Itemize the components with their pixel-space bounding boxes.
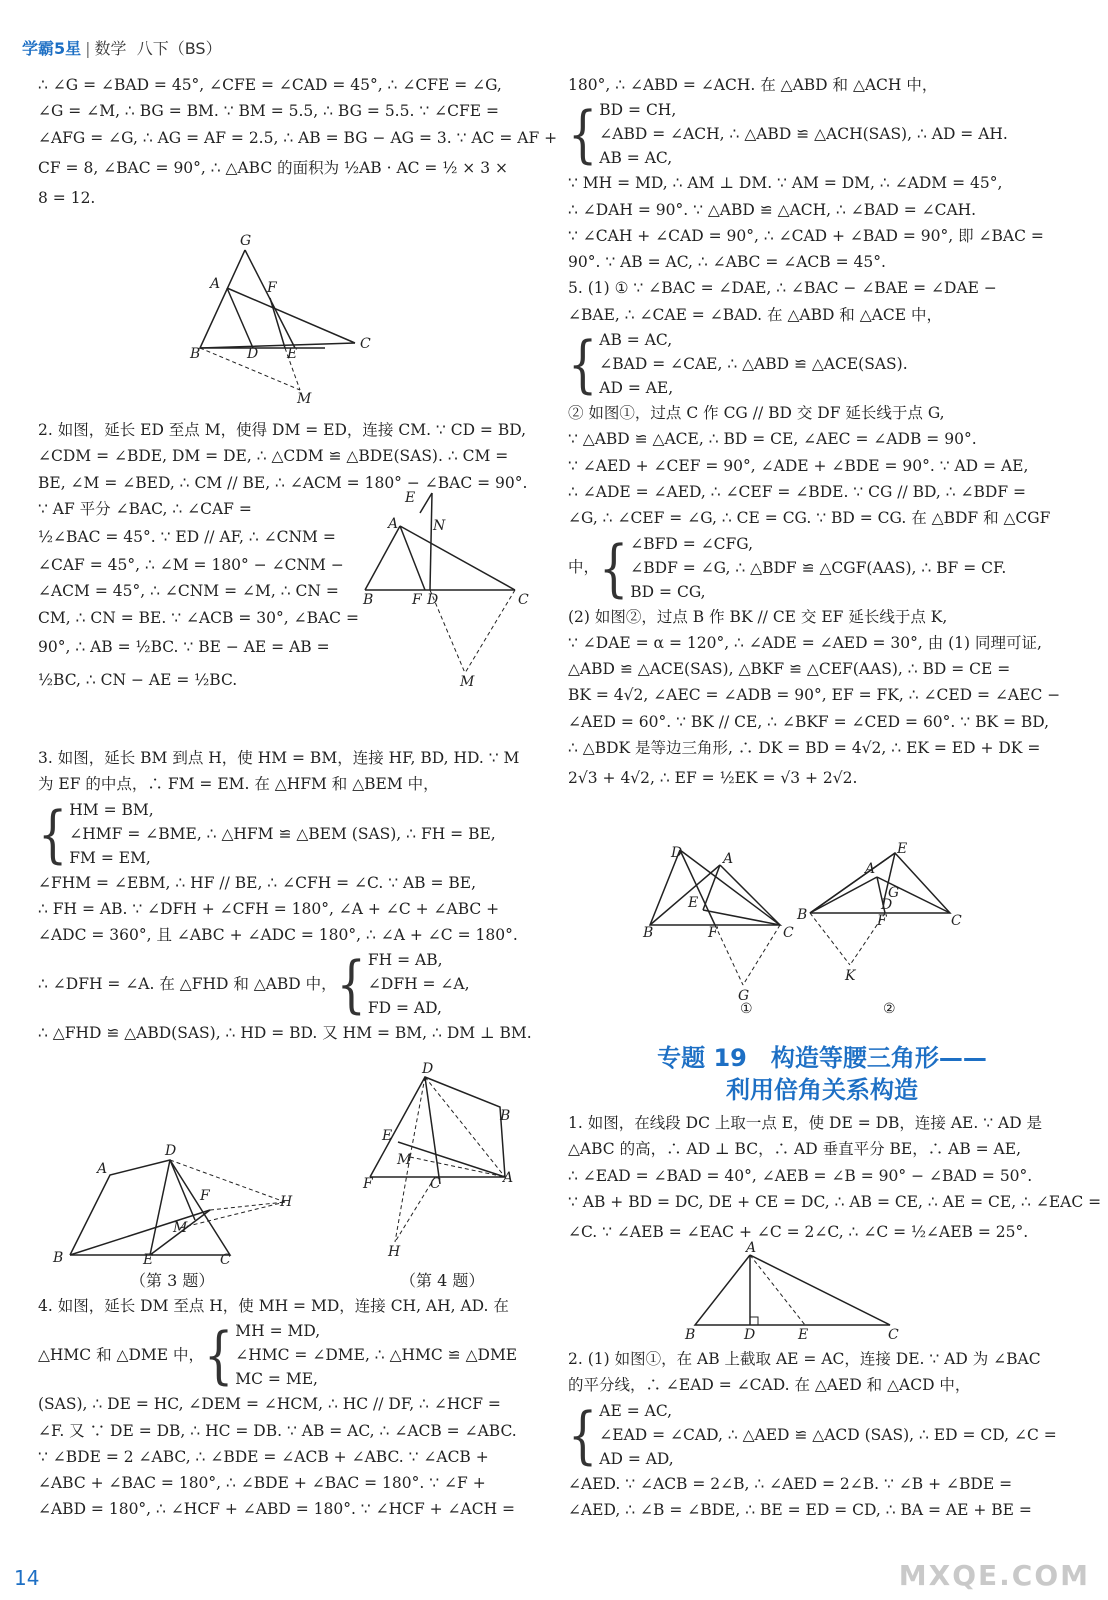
fig4-label: B [500, 1108, 511, 1124]
text-line: 90°, ∴ AB = ½BC. ∵ BE − AE = AB = [38, 638, 330, 657]
fig2-label: D [427, 592, 439, 608]
page-header: 学霸5星 | 数学 八下（BS） [22, 39, 222, 58]
text-line: ∠BAD = ∠CAE, ∴ △ABD ≌ △ACE(SAS). [599, 355, 908, 374]
text-line: ∠FHM = ∠EBM, ∴ HF // BE, ∴ ∠CFH = ∠C. ∵ AB = BE, [38, 873, 477, 892]
text-line: FM = EM, [69, 848, 151, 867]
text-line: 4. 如图，延长 DM 至点 H，使 MH = MD，连接 CH, AH, AD. 在 [38, 1297, 509, 1315]
text-line: (SAS), ∴ DE = HC, ∠DEM = ∠HCM, ∴ HC // DF, ∴ ∠HCF = [38, 1395, 501, 1414]
text-line: ∠G, ∴ ∠CEF = ∠G, ∴ CE = CG. ∵ BD = CG. 在 △BDF 和 △CGF [568, 509, 1051, 528]
figure-topic-1 [680, 1240, 920, 1345]
text-line: MH = MD, [235, 1322, 321, 1341]
right-column [568, 72, 1076, 795]
fig5a-label: C [783, 925, 794, 941]
fig3-label: H [280, 1194, 293, 1210]
fig1-label: D [247, 346, 259, 362]
fig5a-label: A [723, 851, 734, 867]
text-line: ∠F. 又 ∵ DE = DB, ∴ HC = DB. ∵ AB = AC, ∴ ∠ACB = ∠ABC. [38, 1421, 517, 1440]
text-line: ∴ ∠EAD = ∠BAD = 40°, ∠AEB = ∠B = 90° − ∠BAD = 50°. [568, 1166, 1033, 1185]
fig6-label: B [685, 1327, 696, 1343]
text-line: ∵ AF 平分 ∠BAC, ∴ ∠CAF = [38, 499, 252, 518]
fig5a-label: D [671, 845, 683, 861]
fig1-label: C [360, 336, 371, 352]
fig1-label: B [190, 346, 201, 362]
fig5b-label: C [951, 913, 962, 929]
text-line: ∠AED. ∵ ∠ACB = 2∠B, ∴ ∠AED = 2∠B. ∵ ∠B + ∠BDE = [568, 1474, 1013, 1493]
figure-5-1 [643, 845, 808, 1017]
fig5b-label: G [888, 885, 900, 901]
fig2-label: N [433, 518, 446, 534]
text-line: ∠ABC + ∠BAC = 180°, ∴ ∠BDE + ∠BAC = 180°. ∵ ∠F + [38, 1474, 486, 1493]
text-line: ∠AED = 60°. ∵ BK // CE, ∴ ∠BKF = ∠CED = 60°. ∵ BK = BD, [568, 712, 1050, 731]
equation-system [568, 1399, 1076, 1471]
text-line: BE, ∠M = ∠BED, ∴ CM // BE, ∴ ∠ACM = 180° − ∠BAC = 90°. [38, 473, 528, 492]
brace-icon: { [336, 948, 366, 1021]
fig4-label: F [363, 1176, 373, 1192]
text-line: 1. 如图，在线段 DC 上取一点 E，使 DE = DB，连接 AE. ∵ AD 是 [568, 1114, 1043, 1132]
topic-solution-1 [568, 1110, 1102, 1249]
text-line: ∴ △FHD ≌ △ABD(SAS), ∴ HD = BD. 又 HM = BM, ∴ DM ⊥ BM. [38, 1024, 532, 1043]
fig4-label: H [388, 1244, 401, 1260]
text-line: MC = ME, [235, 1370, 318, 1389]
text-line: (2) 如图②，过点 B 作 BK // CE 交 EF 延长线于点 K, [568, 607, 948, 626]
text-line: ∠G = ∠M, ∴ BG = BM. ∵ BM = 5.5, ∴ BG = 5.5. ∵ ∠CFE = [38, 102, 499, 121]
text-line: 的平分线，∴ ∠EAD = ∠CAD. 在 △AED 和 △ACD 中， [568, 1376, 971, 1395]
equation-system [568, 532, 1076, 604]
figure-3-caption: （第 3 题） [130, 1271, 215, 1290]
header-subject: 数学 [94, 39, 127, 58]
text-line: ∠C. ∵ ∠AEB = ∠EAC + ∠C = 2∠C, ∴ ∠C = ½∠AEB = 25°. [568, 1223, 1029, 1242]
topic-solution-2 [568, 1346, 1076, 1523]
fig5a-label: E [688, 895, 699, 911]
figure-5-2 [797, 841, 965, 1017]
text-line: 2√3 + 4√2, ∴ EF = ½EK = √3 + 2√2. [568, 769, 858, 788]
fig4-label: C [430, 1176, 441, 1192]
fig6-label: E [798, 1327, 809, 1343]
solution-3 [38, 745, 538, 1047]
text-line: ∵ AB + BD = DC, DE + CE = DC, ∴ AB = CE, ∴ AE = CE, ∴ ∠EAC = [568, 1192, 1102, 1211]
fig5a-label: F [708, 925, 718, 941]
topic-title: 专题 19 构造等腰三角形—— [657, 1044, 987, 1072]
fig5a-label: B [643, 925, 654, 941]
text-line: △HMC 和 △DME 中， [38, 1346, 204, 1365]
text-line: ∠AED, ∴ ∠B = ∠BDE, ∴ BE = ED = CD, ∴ BA = AE + BE = [568, 1500, 1032, 1519]
equation-system [38, 948, 538, 1020]
text-line: ∵ ∠DAE = α = 120°, ∴ ∠ADE = ∠AED = 30°, 由 (1) 同理可证, [568, 633, 1042, 652]
header-grade: 八下（BS） [136, 39, 222, 58]
text-line: AB = AC, [599, 149, 673, 168]
text-line: AE = AC, [599, 1401, 673, 1420]
text-line: ∴ FH = AB. ∵ ∠DFH + ∠CFH = 180°, ∠A + ∠C + ∠ABC + [38, 899, 500, 918]
text-line: ∠ADC = 360°, 且 ∠ABC + ∠ADC = 180°, ∴ ∠A + ∠C = 180°. [38, 926, 518, 945]
text-line: FD = AD, [367, 999, 442, 1018]
text-line: ∠BDF = ∠G, ∴ △BDF ≌ △CGF(AAS), ∴ BF = CF. [630, 558, 1007, 577]
text-line: △ABD ≌ △ACE(SAS), △BKF ≌ △CEF(AAS), ∴ BD = CE = [568, 660, 1011, 679]
text-line: 8 = 12. [38, 188, 96, 207]
text-line: ∴ ∠ADE = ∠AED, ∴ ∠CEF = ∠BDE. ∵ CG // BD, ∴ ∠BDF = [568, 482, 1027, 501]
text-line: ∴ ∠DAH = 90°. ∵ △ABD ≌ △ACH, ∴ ∠BAD = ∠CAH. [568, 200, 977, 219]
fig4-label: M [397, 1152, 412, 1168]
brace-icon: { [203, 1318, 234, 1392]
text-line: 90°. ∵ AB = AC, ∴ ∠ABC = ∠ACB = 45°. [568, 253, 886, 272]
text-line: ∠CDM = ∠BDE, DM = DE, ∴ △CDM ≌ △BDE(SAS). ∴ CM = [38, 447, 509, 466]
brace-icon: { [568, 1398, 598, 1472]
figure-2 [360, 488, 540, 688]
text-line: 3. 如图，延长 BM 到点 H，使 HM = BM，连接 HF, BD, HD. ∵ M [38, 749, 520, 767]
figure-1 [185, 230, 385, 410]
text-line: ∠AFG = ∠G, ∴ AG = AF = 2.5, ∴ AB = BG − AG = 3. ∵ AC = AF + [38, 128, 558, 147]
text-line: 中， [568, 558, 600, 577]
brace-icon: { [568, 327, 598, 401]
fig4-label: A [503, 1170, 514, 1186]
fig3-label: F [200, 1188, 210, 1204]
fig3-label: A [97, 1161, 108, 1177]
fig5b-label: A [865, 861, 876, 877]
fig1-label: G [240, 233, 252, 249]
fig5b-label: E [897, 841, 908, 857]
text-line: AD = AD, [599, 1449, 674, 1468]
text-line: ∵ ∠AED + ∠CEF = 90°, ∠ADE + ∠BDE = 90°. ∵ AD = AE, [568, 456, 1029, 475]
text-line: 5. (1) ① ∵ ∠BAC = ∠DAE, ∴ ∠BAC − ∠BAE = ∠DAE − [568, 279, 997, 298]
text-line: ∠BAE, ∴ ∠CAE = ∠BAD. 在 △ABD 和 △ACE 中， [568, 305, 942, 324]
fig1-label: A [210, 276, 221, 292]
text-line: ∠BFD = ∠CFG, [630, 534, 754, 553]
fig1-label: E [287, 346, 298, 362]
brace-icon: { [599, 531, 629, 605]
solution-1-end [38, 72, 558, 211]
text-line: ∵ ∠BDE = 2 ∠ABC, ∴ ∠BDE = ∠ACB + ∠ABC. ∵ ∠ACB + [38, 1447, 489, 1466]
solution-4 [38, 1293, 538, 1523]
fig4-label: E [382, 1128, 393, 1144]
fig2-label: B [363, 592, 374, 608]
text-line: ∠ACM = 45°, ∴ ∠CNM = ∠M, ∴ CN = [38, 582, 339, 601]
text-line: ② 如图①，过点 C 作 CG // BD 交 DF 延长线于点 G, [568, 404, 945, 423]
fig5b-label: K [845, 968, 856, 984]
text-line: ∴ ∠DFH = ∠A. 在 △FHD 和 △ABD 中， [38, 975, 337, 994]
left-column [38, 72, 558, 211]
text-line: ∠ABD = 180°, ∴ ∠HCF + ∠ABD = 180°. ∵ ∠HCF + ∠ACH = [38, 1500, 516, 1519]
fig5a-label: G [738, 988, 750, 1004]
text-line: ∠HMF = ∠BME, ∴ △HFM ≌ △BEM (SAS), ∴ FH = BE, [69, 824, 496, 843]
text-line: 为 EF 的中点，∴ FM = EM. 在 △HFM 和 △BEM 中， [38, 775, 439, 794]
fig4-label: D [422, 1061, 434, 1077]
text-line: △ABC 的高，∴ AD ⊥ BC，∴ AD 垂直平分 BE，∴ AB = AE, [568, 1140, 1021, 1159]
equation-system [568, 98, 1076, 170]
text-line: CF = 8, ∠BAC = 90°, ∴ △ABC 的面积为 ½AB · AC = ½ × 3 × [38, 158, 508, 177]
figure-4 [360, 1062, 520, 1272]
fig3-label: D [165, 1143, 177, 1159]
fig1-label: M [297, 391, 312, 407]
equation-system [568, 328, 1076, 400]
text-line: ∠CAF = 45°, ∴ ∠M = 180° − ∠CNM − [38, 556, 344, 575]
fig6-label: A [746, 1240, 757, 1256]
fig2-label: E [405, 490, 416, 506]
text-line: ∴ △BDK 是等边三角形, ∴ DK = BD = 4√2, ∴ EK = ED + DK = [568, 739, 1041, 758]
figure-number: ① [740, 1001, 753, 1017]
topic-subtitle: 利用倍角关系构造 [726, 1076, 918, 1104]
fig2-label: C [518, 592, 529, 608]
figure-3 [45, 1140, 295, 1268]
page-number: 14 [14, 1566, 40, 1590]
topic-heading [568, 1042, 1076, 1106]
text-line: ½∠BAC = 45°. ∵ ED // AF, ∴ ∠CNM = [38, 528, 336, 547]
text-line: CM, ∴ CN = BE. ∵ ∠ACB = 30°, ∠BAC = [38, 608, 359, 627]
fig1-label: F [267, 280, 277, 296]
text-line: ∵ △ABD ≌ △ACE, ∴ BD = CE, ∠AEC = ∠ADB = 90°. [568, 430, 977, 449]
fig6-label: D [744, 1327, 756, 1343]
fig3-label: E [143, 1252, 154, 1268]
fig3-label: M [173, 1220, 188, 1236]
equation-system [38, 798, 538, 870]
brand-logo: 学霸5星 [22, 39, 82, 58]
fig5b-label: F [877, 913, 887, 929]
watermark: MXQE.COM [898, 1559, 1090, 1592]
text-line: BK = 4√2, ∠AEC = ∠ADB = 90°, EF = FK, ∴ ∠CED = ∠AEC − [568, 686, 1061, 705]
brace-icon: { [568, 97, 598, 171]
fig6-label: C [888, 1327, 899, 1343]
fig2-label: F [412, 592, 422, 608]
text-line: HM = BM, [69, 800, 154, 819]
fig2-label: A [388, 516, 399, 532]
fig3-label: C [220, 1252, 231, 1268]
text-line: 2. 如图，延长 ED 至点 M，使得 DM = ED，连接 CM. ∵ CD = BD, [38, 421, 527, 439]
text-line: ∵ MH = MD, ∴ AM ⊥ DM. ∵ AM = DM, ∴ ∠ADM = 45°, [568, 174, 1003, 193]
text-line: ∵ ∠CAH + ∠CAD = 90°, ∴ ∠CAD + ∠BAD = 90°, 即 ∠BAC = [568, 226, 1044, 245]
fig3-label: B [53, 1250, 64, 1266]
text-line: BD = CG, [630, 582, 706, 601]
figure-number: ② [883, 1001, 896, 1017]
text-line: AD = AE, [599, 379, 674, 398]
text-line: AB = AC, [599, 331, 673, 350]
text-line: ∠EAD = ∠CAD, ∴ △AED ≌ △ACD (SAS), ∴ ED = CD, ∠C = [599, 1425, 1057, 1444]
text-line: 2. (1) 如图①，在 AB 上截取 AE = AC，连接 DE. ∵ AD 为 ∠BAC [568, 1350, 1041, 1368]
text-line: ∴ ∠G = ∠BAD = 45°, ∠CFE = ∠CAD = 45°, ∴ ∠CFE = ∠G, [38, 76, 502, 94]
text-line: BD = CH, [599, 101, 677, 120]
text-line: ∠HMC = ∠DME, ∴ △HMC ≌ △DME [235, 1346, 518, 1365]
fig5b-label: D [881, 897, 893, 913]
equation-system [38, 1319, 538, 1391]
fig2-label: M [460, 674, 475, 690]
fig5b-label: B [797, 907, 808, 923]
text-line: ∠DFH = ∠A, [367, 975, 470, 994]
text-line: FH = AB, [367, 951, 443, 970]
text-line: ½BC, ∴ CN − AE = ½BC. [38, 671, 238, 690]
figure-4-caption: （第 4 题） [400, 1271, 485, 1290]
text-line: ∠ABD = ∠ACH, ∴ △ABD ≌ △ACH(SAS), ∴ AD = AH. [599, 125, 1008, 144]
brace-icon: { [38, 797, 68, 871]
text-line: 180°, ∴ ∠ABD = ∠ACH. 在 △ABD 和 △ACH 中， [568, 76, 938, 94]
